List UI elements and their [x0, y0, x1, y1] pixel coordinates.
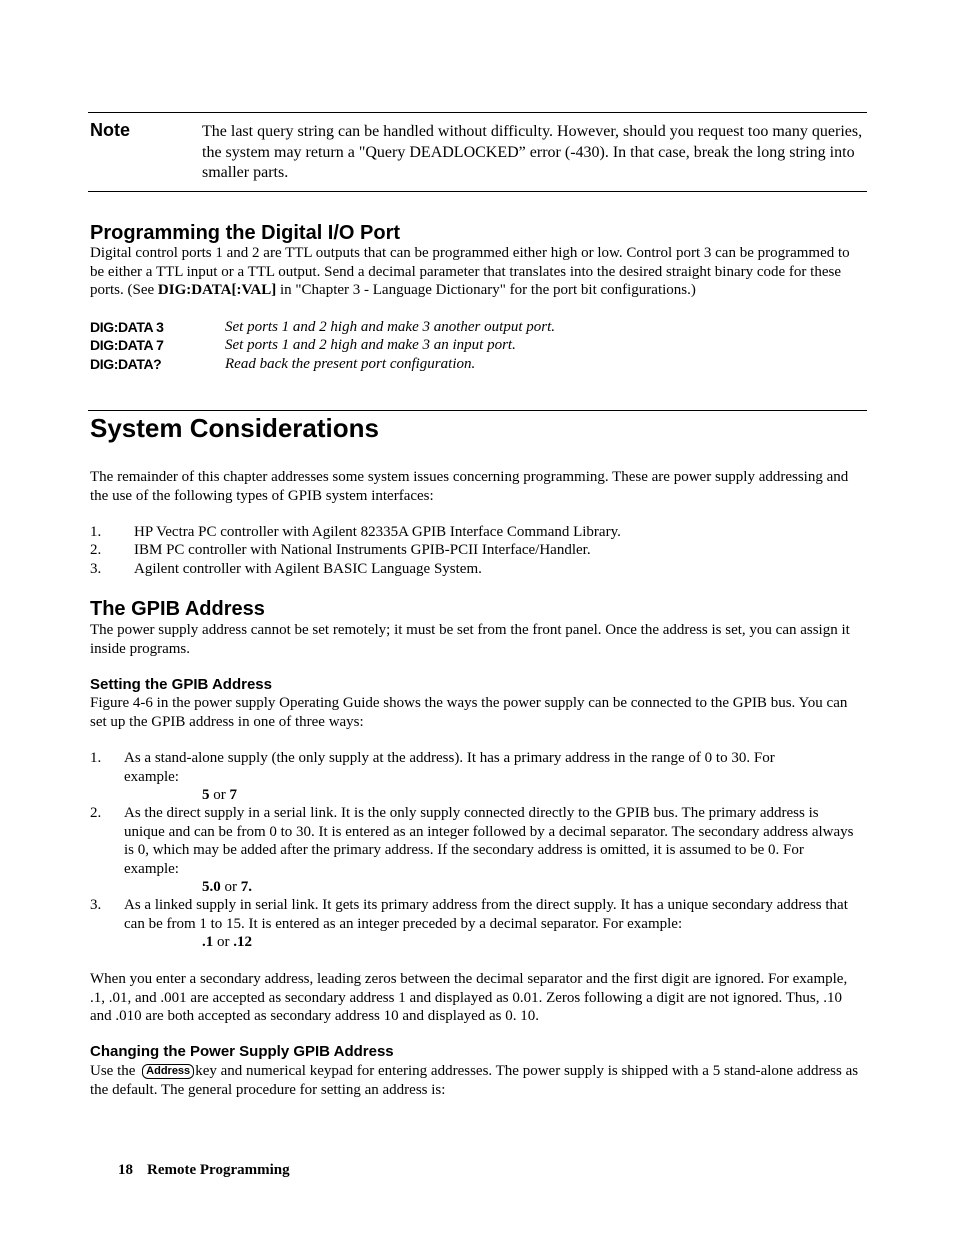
address-example [202, 933, 252, 952]
command-description: Set ports 1 and 2 high and make 3 another output port. [225, 319, 555, 335]
example-or: or [209, 787, 230, 803]
list-item-number: 1. [90, 750, 102, 766]
system-considerations-heading: System Considerations [90, 413, 379, 443]
example-value: .12 [233, 934, 252, 950]
note-text: The last query string can be handled without difficulty. However, should you request too many queries, the system may return a "Query DEADLOCKED” error (-430). In that case, break the long string into smaller parts. [202, 123, 863, 181]
gpib-address-heading: The GPIB Address [90, 598, 265, 620]
command-example: DIG:DATA 3 [90, 319, 164, 335]
changing-gpib-paragraph [90, 1062, 862, 1099]
note-top-rule [88, 112, 867, 113]
changing-text-a: Use the [90, 1063, 140, 1079]
list-item: As a stand-alone supply (the only supply at the address). It has a primary address in the range of 0 to 30. For example: [124, 750, 775, 785]
list-item: As a linked supply in serial link. It gets its primary address from the direct supply. It has a unique secondary address that can be from 1 to 15. It is entered as an integer preceded by a decimal separator. For example: [124, 897, 848, 932]
note-bottom-rule [88, 191, 867, 192]
gpib-address-paragraph: The power supply address cannot be set remotely; it must be set from the front panel. Once the address is set, you can assign it inside programs. [90, 622, 850, 657]
page-footer [118, 1161, 290, 1180]
example-or: or [220, 879, 241, 895]
address-example [202, 878, 252, 897]
list-item: HP Vectra PC controller with Agilent 82335A GPIB Interface Command Library. [134, 524, 621, 540]
setting-gpib-heading: Setting the GPIB Address [90, 676, 272, 693]
list-item-number: 2. [90, 542, 102, 558]
digital-io-text-a: Digital control ports 1 and 2 are TTL outputs that can be programmed either high or low. Control port 3 can be programmed to be either a TTL input or a TTL output. Send a decimal parameter that translates into the desired straight binary code for these ports. (See [90, 245, 850, 298]
system-intro: The remainder of this chapter addresses some system issues concerning programming. These are power supply addressing and the use of the following types of GPIB system interfaces: [90, 469, 849, 504]
secondary-address-paragraph: When you enter a secondary address, leading zeros between the decimal separator and the first digit are ignored. For example, .1, .01, and .001 are accepted as secondary address 1 and displayed as 0.01. Zeros following a digit are not ignored. Thus, .10 and .010 are both accepted as secondary address 10 and displayed as 0. 10. [90, 971, 848, 1024]
page-number: 18 [118, 1162, 133, 1178]
example-value: 5.0 [202, 879, 221, 895]
example-value: .1 [202, 934, 214, 950]
list-item: Agilent controller with Agilent BASIC Language System. [134, 561, 482, 577]
list-item: IBM PC controller with National Instruments GPIB-PCII Interface/Handler. [134, 542, 591, 558]
list-item: As the direct supply in a serial link. It is the only supply connected directly to the GPIB bus. The primary address is unique and can be from 0 to 30. It is entered as an integer followed by a decimal separator. The secondary address always is 0, which may be added after the primary address. If the secondary address is omitted, it is assumed to be 0. For example: [124, 805, 854, 877]
command-example: DIG:DATA? [90, 356, 162, 372]
example-value: 7 [229, 787, 237, 803]
footer-section: Remote Programming [147, 1162, 290, 1178]
changing-gpib-heading: Changing the Power Supply GPIB Address [90, 1043, 394, 1060]
command-example: DIG:DATA 7 [90, 337, 164, 353]
example-value: 5 [202, 787, 210, 803]
digital-io-heading: Programming the Digital I/O Port [90, 222, 401, 244]
list-item-number: 3. [90, 897, 102, 913]
note-label: Note [90, 120, 130, 140]
example-or: or [213, 934, 234, 950]
digital-io-command-ref: DIG:DATA[:VAL] [157, 282, 277, 298]
example-value: 7. [240, 879, 252, 895]
setting-gpib-paragraph: Figure 4-6 in the power supply Operating Guide shows the ways the power supply can be connected to the GPIB bus. You can set up the GPIB address in one of three ways: [90, 695, 848, 730]
command-description: Read back the present port configuration. [225, 356, 476, 372]
section-rule [88, 410, 867, 411]
digital-io-paragraph [90, 244, 862, 300]
address-example [202, 786, 237, 805]
digital-io-text-b: in "Chapter 3 - Language Dictionary" for the port bit configurations.) [276, 282, 696, 298]
command-description: Set ports 1 and 2 high and make 3 an input port. [225, 337, 516, 353]
address-key-icon: Address [142, 1064, 194, 1079]
list-item-number: 3. [90, 561, 102, 577]
changing-text-b: key and numerical keypad for entering addresses. The power supply is shipped with a 5 stand-alone address as the default. The general procedure for setting an address is: [90, 1063, 859, 1098]
list-item-number: 1. [90, 524, 102, 540]
list-item-number: 2. [90, 805, 102, 821]
